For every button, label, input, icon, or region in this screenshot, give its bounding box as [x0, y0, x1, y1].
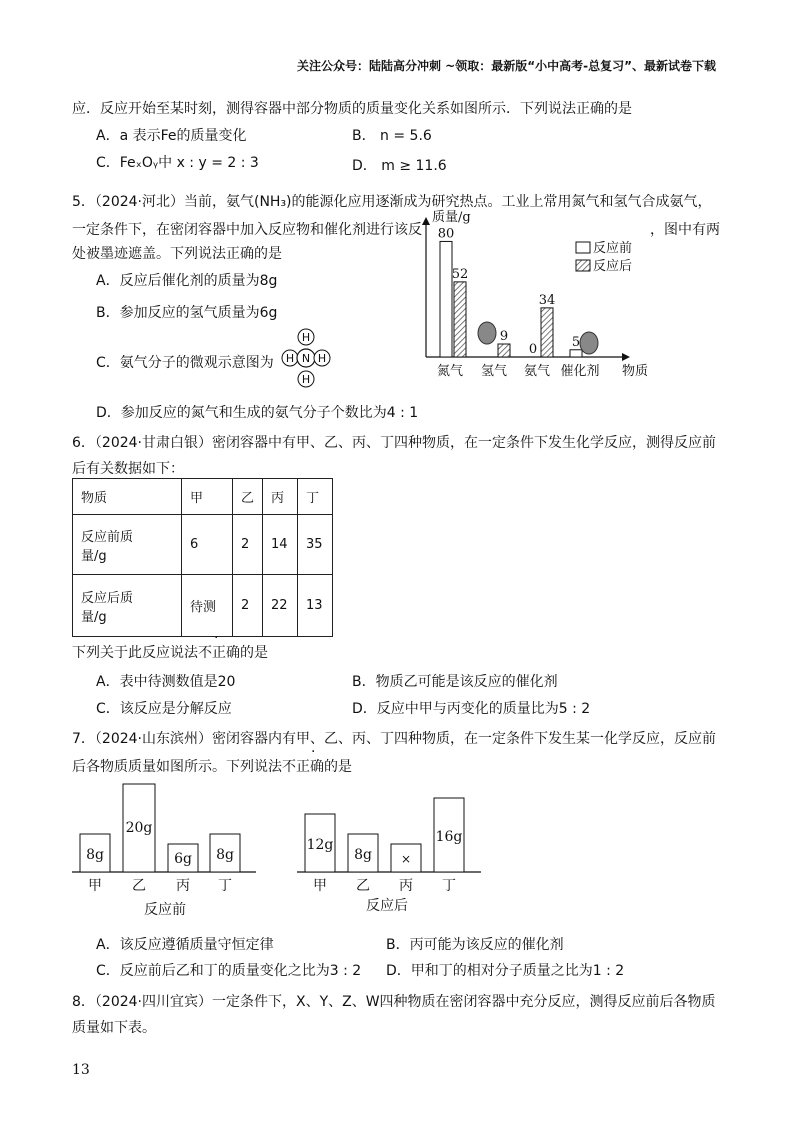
q6-data-table — [72, 478, 333, 637]
x-axis-label: 物质 — [622, 364, 649, 379]
table-header-row — [73, 479, 333, 515]
q5-bar-chart — [410, 205, 670, 385]
bar-after-0 — [454, 282, 466, 357]
q5-option-d: D．参加反应的氮气和生成的氨气分子个数比为4 : 1 — [96, 405, 419, 421]
table-header-cell: 物质 — [73, 479, 182, 515]
q6-option-c: C．该反应是分解反应 — [96, 701, 232, 717]
box-jia-before-label: 8g — [86, 847, 104, 863]
table-cell: 6 — [182, 515, 233, 575]
bar-after-1 — [498, 344, 510, 357]
q5-option-c: C．氨气分子的微观示意图为 — [96, 355, 274, 371]
q6-stem-line2: 后有关数据如下： — [72, 461, 184, 477]
page-number: 13 — [72, 1062, 90, 1078]
name-yi-before: 乙 — [132, 878, 146, 894]
box-yi-after-label: 8g — [354, 847, 372, 863]
q6-option-b: B．物质乙可能是该反应的催化剂 — [352, 674, 558, 690]
name-ding-before: 丁 — [218, 878, 232, 894]
atom-h-top-label: H — [301, 331, 311, 344]
atom-h-left-label: H — [285, 352, 295, 365]
q7-option-c: C．反应前后乙和丁的质量变化之比为3 : 2 — [96, 963, 362, 979]
q4-option-b: B． n = 5.6 — [352, 128, 432, 144]
ink-blot-catalyst-after — [580, 332, 598, 354]
before-title: 反应前 — [144, 902, 186, 918]
category-label-n2: 氮气 — [436, 364, 464, 379]
box-ding-after-label: 16g — [435, 829, 463, 845]
box-yi-before-label: 20g — [125, 820, 153, 836]
table-header-cell: 乙 — [233, 479, 263, 515]
q5-option-b: B．参加反应的氢气质量为6g — [96, 305, 278, 321]
bar-value-label-before-3: 5 — [571, 334, 581, 350]
table-header-cell: 甲 — [182, 479, 233, 515]
q7-stem-line1: 7．（2024·山东滨州）密闭容器内有甲、乙、丙、丁四种物质，在一定条件下发生某一化学反应，反应前 — [72, 731, 716, 747]
q5-option-a: A．反应后催化剂的质量为8g — [96, 273, 278, 289]
category-label-h2: 氢气 — [480, 364, 508, 379]
atom-h-right-label: H — [317, 352, 327, 365]
q7-stem-line2: 后各物质质量如图所示。下列说法不正确的是 — [72, 759, 352, 775]
legend-before-swatch — [576, 242, 590, 253]
box-bing-before-label: 6g — [174, 851, 192, 867]
category-label-catalyst: 催化剂 — [560, 364, 600, 379]
emphasis-dot: · — [311, 744, 316, 760]
table-cell: 22 — [263, 575, 298, 637]
box-bing-after-label: × — [400, 852, 412, 866]
q7-option-a: A．该反应遵循质量守恒定律 — [96, 937, 274, 953]
q6-option-d: D．反应中甲与丙变化的质量比为5 : 2 — [352, 701, 591, 717]
page-header: 关注公众号：陆陆高分冲刺 ~领取：最新版“小中高考-总复习”、最新试卷下载 — [297, 59, 716, 73]
table-row-label: 反应后质 量/g — [73, 575, 182, 637]
y-axis-label: 质量/g — [432, 210, 471, 225]
q7-after-diagram — [295, 780, 485, 920]
box-ding-before-label: 8g — [216, 847, 234, 863]
table-row-label: 反应前质 量/g — [73, 515, 182, 575]
name-ding-after: 丁 — [442, 878, 456, 894]
table-cell: 14 — [263, 515, 298, 575]
name-jia-after: 甲 — [313, 878, 327, 894]
legend-after-label: 反应后 — [593, 259, 633, 274]
atom-h-bottom-label: H — [301, 373, 311, 386]
table-header-cell: 丁 — [298, 479, 333, 515]
table-cell: 待测 — [182, 575, 233, 637]
legend-after-swatch — [576, 260, 590, 271]
y-axis-arrow — [422, 217, 430, 225]
q5-stem-line1: 5．（2024·河北）当前，氨气(NH₃)的能源化应用逐渐成为研究热点。工业上常用氮气和氢气合成氨气， — [72, 194, 712, 210]
name-yi-after: 乙 — [356, 878, 370, 894]
name-bing-before: 丙 — [176, 878, 190, 894]
table-cell: 35 — [298, 515, 333, 575]
bar-value-label-before-2: 0 — [528, 342, 538, 357]
bar-layer — [438, 226, 582, 357]
legend-before-label: 反应前 — [593, 241, 633, 256]
category-label-nh3: 氨气 — [523, 364, 551, 379]
table-cell: 2 — [233, 575, 263, 637]
q8-stem-line2: 质量如下表。 — [72, 1020, 156, 1036]
bar-after-2 — [541, 308, 553, 357]
bar-value-label-after-0: 52 — [451, 266, 469, 282]
q6-stem-line1: 6．（2024·甘肃白银）密闭容器中有甲、乙、丙、丁四种物质，在一定条件下发生化学反应，测得反应前 — [72, 435, 716, 451]
name-jia-before: 甲 — [88, 878, 102, 894]
q4-stem: 应．反应开始至某时刻，测得容器中部分物质的质量变化关系如图所示．下列说法正确的是 — [72, 101, 632, 117]
table-row — [73, 515, 333, 575]
table-cell: 2 — [233, 515, 263, 575]
bar-value-label-after-2: 34 — [538, 292, 556, 308]
q5-stem-line3: 处被墨迹遮盖。下列说法正确的是 — [72, 246, 282, 262]
q5-stem-line2a: 一定条件下，在密闭容器中加入反应物和催化剂进行该反 — [72, 222, 422, 238]
q6-option-a: A．表中待测数值是20 — [96, 674, 236, 690]
emphasis-dot: · — [214, 630, 219, 646]
q4-option-c: C．FeₓOᵧ中 x : y = 2 : 3 — [96, 155, 259, 171]
ink-blot-hydrogen-before — [478, 322, 496, 344]
q7-before-diagram — [70, 780, 260, 920]
table-row — [73, 575, 333, 637]
q8-stem-line1: 8．（2024·四川宜宾）一定条件下，X、Y、Z、W四种物质在密闭容器中充分反应，测得反应前后各物质 — [72, 994, 716, 1010]
q4-option-a: A．a 表示Fe的质量变化 — [96, 128, 247, 144]
box-jia-after-label: 12g — [306, 837, 334, 853]
after-title: 反应后 — [366, 898, 408, 914]
q6-prompt: 下列关于此反应说法不正确的是 — [72, 645, 268, 661]
atom-n-label: N — [301, 352, 311, 365]
table-cell: 13 — [298, 575, 333, 637]
q7-option-b: B．丙可能为该反应的催化剂 — [386, 937, 564, 953]
q7-option-d: D．甲和丁的相对分子质量之比为1 : 2 — [386, 963, 625, 979]
x-axis-arrow — [622, 353, 630, 361]
bar-before-0 — [440, 241, 452, 357]
table-header-cell: 丙 — [263, 479, 298, 515]
bar-value-label-before-0: 80 — [437, 226, 455, 242]
q5-stem-line2b: ，图中有两 — [650, 222, 720, 238]
q4-option-d: D． m ≥ 11.6 — [352, 158, 447, 174]
bar-before-3 — [570, 350, 582, 357]
name-bing-after: 丙 — [399, 878, 413, 894]
bar-value-label-after-1: 9 — [499, 329, 509, 344]
ammonia-molecule-diagram — [268, 325, 338, 391]
